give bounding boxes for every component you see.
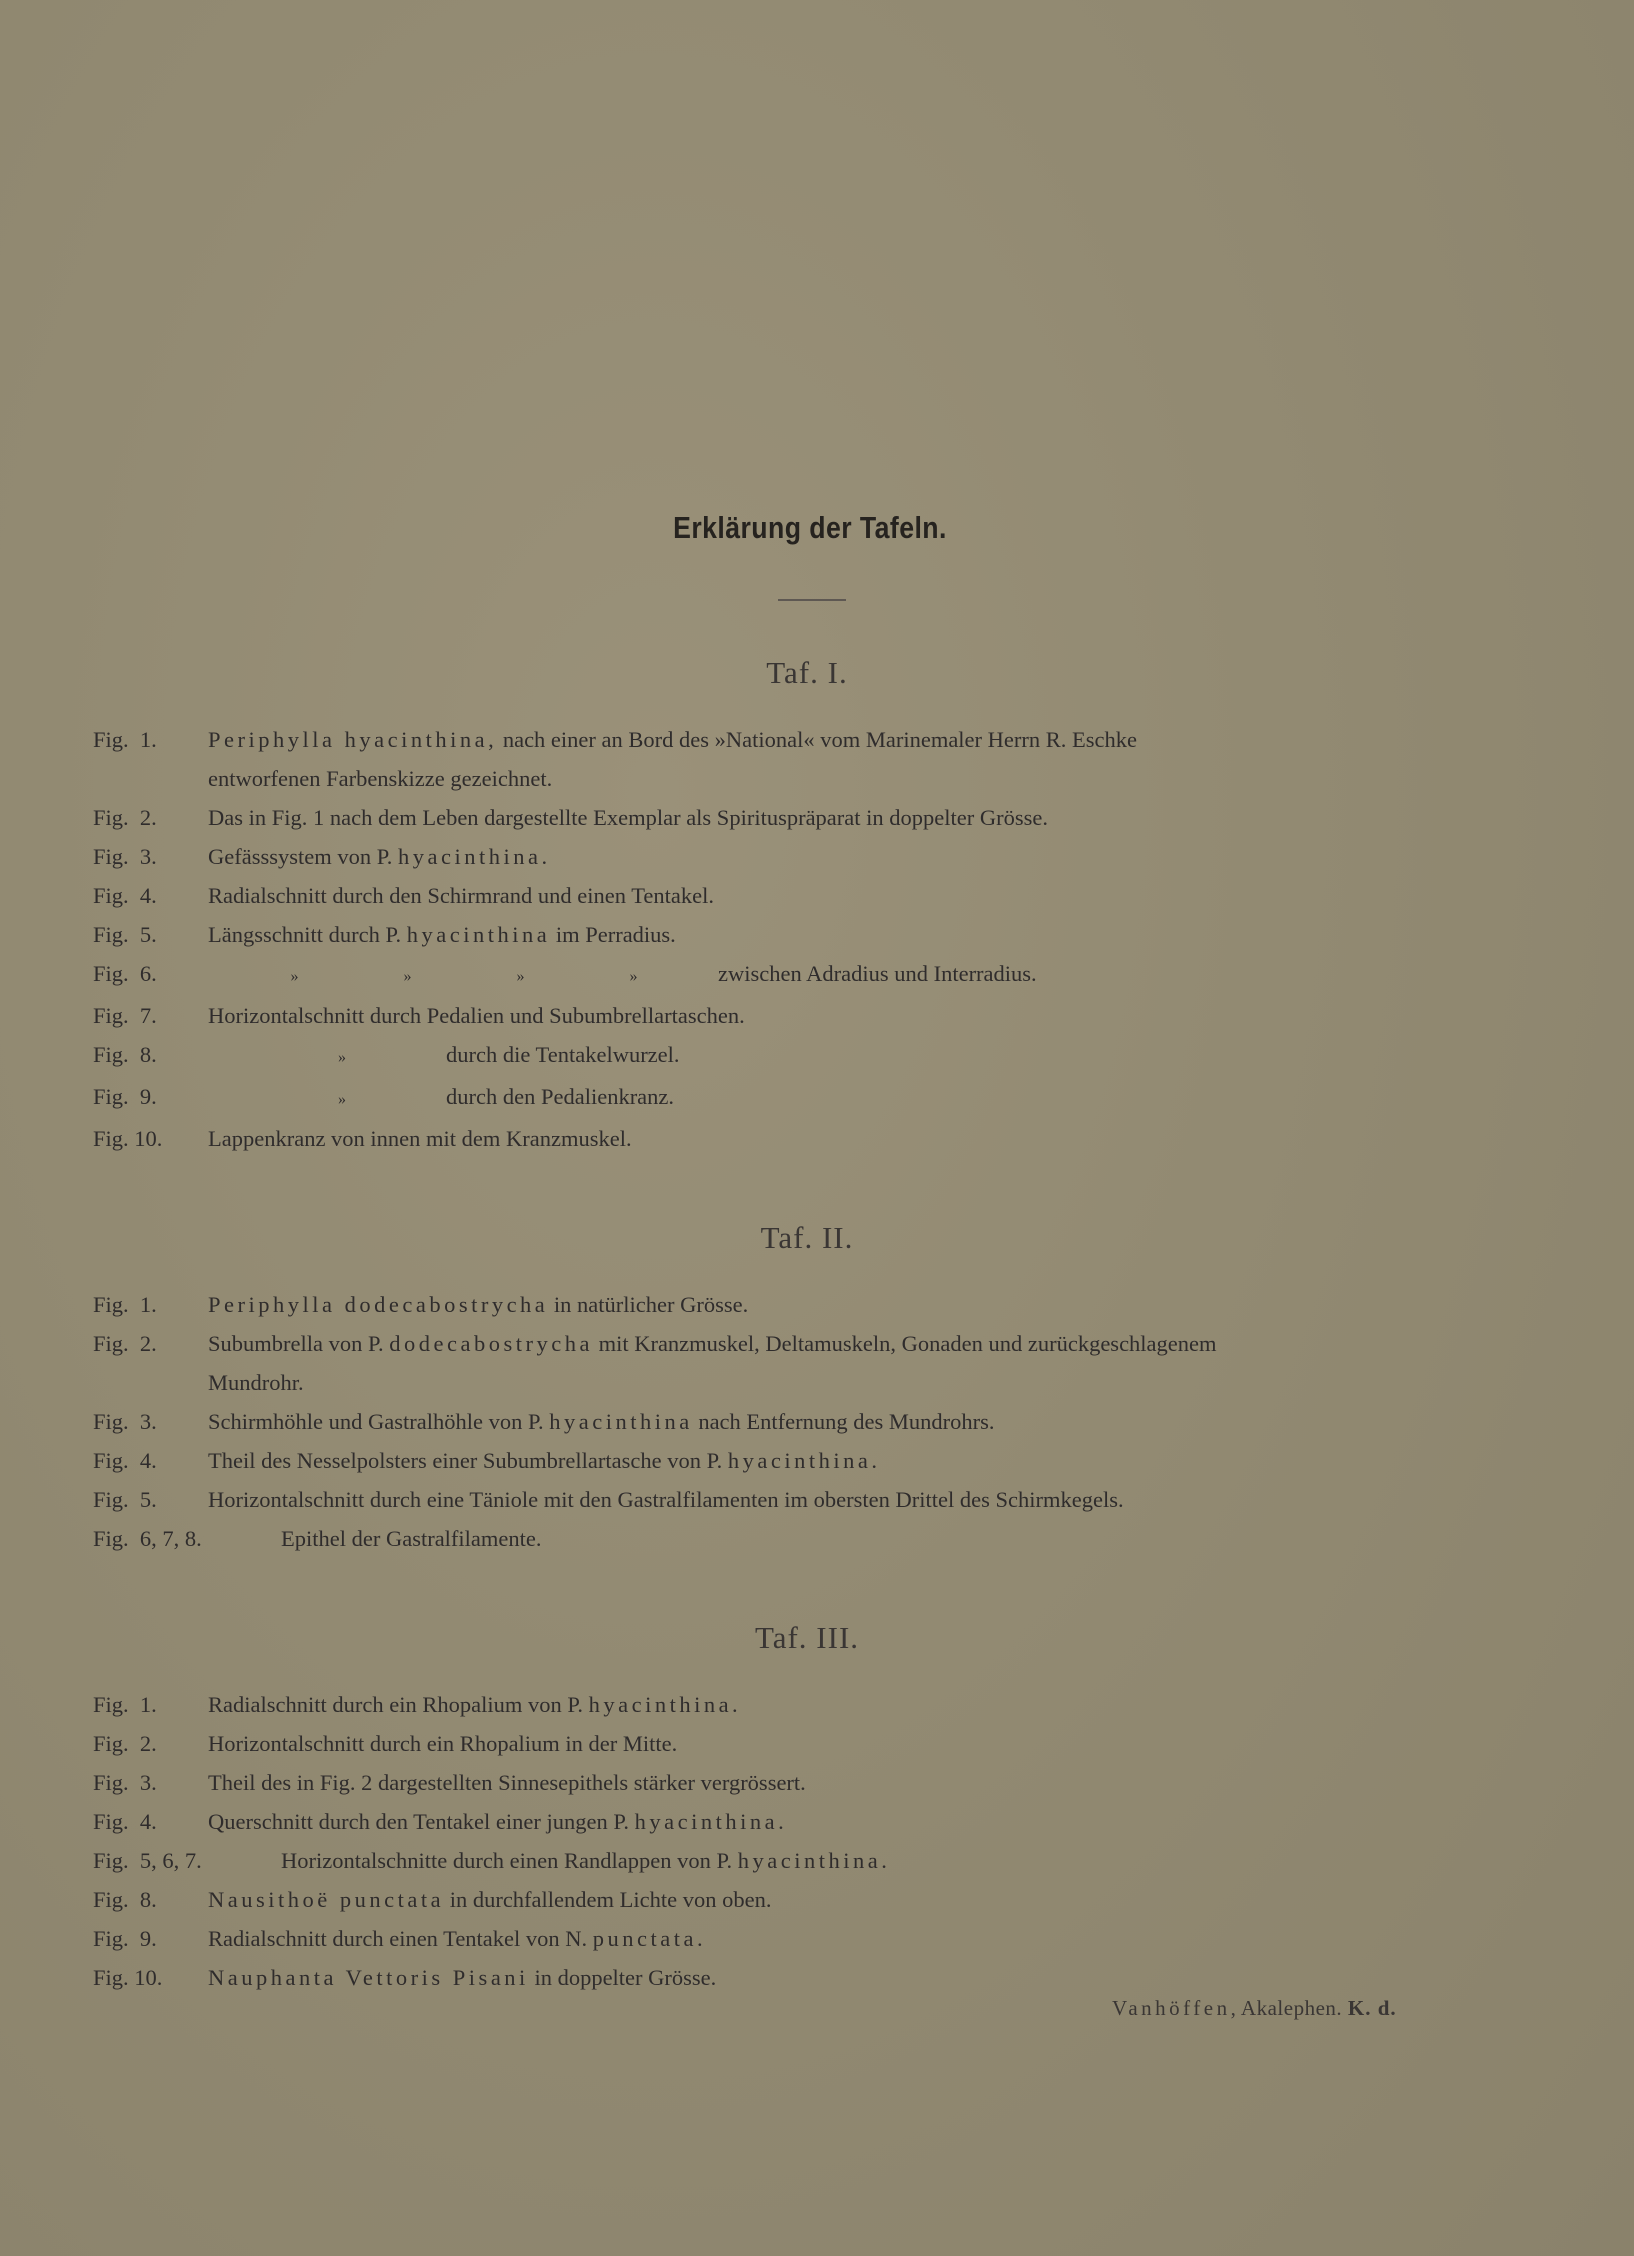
- figure-caption: [208, 1324, 1593, 1363]
- figure-caption: [208, 1802, 1593, 1841]
- figure-number: Fig. 3.: [93, 1409, 157, 1434]
- figure-number: Fig. 5.: [93, 1487, 157, 1512]
- figure-caption: [208, 1724, 1593, 1763]
- caption-tail: mit Kranzmuskel, Deltamuskeln, Gonaden und zurückgeschlagenem: [592, 1331, 1217, 1356]
- caption-tail: im Perradius.: [550, 922, 676, 947]
- caption-text: in durchfallendem Lichte von oben.: [444, 1887, 772, 1912]
- caption-text: Schirmhöhle und Gastralhöhle von P.: [208, 1409, 550, 1434]
- caption-continuation: entworfenen Farbenskizze gezeichnet.: [208, 766, 553, 791]
- figure-number: Fig. 5.: [93, 922, 157, 947]
- figure-caption: [208, 1919, 1593, 1958]
- caption-text: Das in Fig. 1 nach dem Leben dargestellte Exemplar als Spirituspräparat in doppelter Grösse.: [208, 805, 1048, 830]
- caption-text: Längsschnitt durch P.: [208, 922, 407, 947]
- figure-entry: [93, 915, 1593, 954]
- figure-number: Fig. 6.: [93, 961, 157, 986]
- caption-text: Subumbrella von P.: [208, 1331, 390, 1356]
- figure-number: Fig. 5, 6, 7.: [93, 1848, 202, 1873]
- figure-entry: [93, 837, 1593, 876]
- figure-caption: [208, 1402, 1593, 1441]
- caption-tail: nach Entfernung des Mundrohrs.: [692, 1409, 995, 1434]
- figure-entry: [93, 996, 1593, 1035]
- figure-entry: [93, 1324, 1593, 1402]
- figure-entry: [93, 876, 1593, 915]
- plate-entries: [93, 1285, 1593, 1558]
- figure-caption: [208, 1077, 1593, 1119]
- figure-number: Fig. 1.: [93, 1292, 157, 1317]
- figure-number: Fig. 2.: [93, 1331, 157, 1356]
- species-name: hyacinthina.: [737, 1848, 891, 1873]
- figure-number: Fig. 8.: [93, 1042, 157, 1067]
- figure-entry: [93, 1402, 1593, 1441]
- figure-caption: [208, 1035, 1593, 1077]
- figure-entry: [93, 1119, 1593, 1158]
- caption-text: in doppelter Grösse.: [528, 1965, 717, 1990]
- species-name: Periphylla dodecabostrycha: [208, 1292, 549, 1317]
- caption-text: durch den Pedalienkranz.: [446, 1084, 675, 1109]
- figure-number: Fig. 1.: [93, 1692, 157, 1717]
- figure-number: Fig. 4.: [93, 883, 157, 908]
- figure-entry: [93, 1802, 1593, 1841]
- caption-text: Radialschnitt durch einen Tentakel von N.: [208, 1926, 593, 1951]
- figure-caption: [208, 1685, 1593, 1724]
- caption-text: zwischen Adradius und Interradius.: [718, 961, 1037, 986]
- caption-text: Horizontalschnitt durch Pedalien und Subumbrellartaschen.: [208, 1003, 745, 1028]
- species-name: hyacinthina.: [588, 1692, 742, 1717]
- figure-number: Fig. 7.: [93, 1003, 157, 1028]
- figure-caption: [208, 1480, 1593, 1519]
- caption-text: Theil des in Fig. 2 dargestellten Sinnesepithels stärker vergrössert.: [208, 1770, 806, 1795]
- ditto-mark: »: [629, 968, 638, 985]
- figure-caption: [208, 1958, 1593, 1997]
- figure-number: Fig. 10.: [93, 1126, 163, 1151]
- figure-entry: [93, 1880, 1593, 1919]
- ditto-mark: »: [338, 1049, 346, 1066]
- caption-continuation: Mundrohr.: [208, 1370, 304, 1395]
- figure-number: Fig. 3.: [93, 844, 157, 869]
- footer-mark: K. d.: [1347, 1996, 1397, 2020]
- figure-entry: [93, 1724, 1593, 1763]
- caption-text: in natürlicher Grösse.: [548, 1292, 749, 1317]
- title-rule: [778, 599, 846, 601]
- figure-entry: [93, 1919, 1593, 1958]
- figure-entry: [93, 798, 1593, 837]
- ditto-mark: »: [403, 968, 412, 985]
- species-name: punctata.: [592, 1926, 707, 1951]
- figure-number: Fig. 9.: [93, 1926, 157, 1951]
- figure-caption: [281, 1519, 1593, 1558]
- species-name: hyacinthina.: [727, 1448, 881, 1473]
- figure-number: Fig. 10.: [93, 1965, 163, 1990]
- figure-entry: [93, 1077, 1593, 1119]
- figure-number: Fig. 8.: [93, 1887, 157, 1912]
- figure-caption: [208, 1880, 1593, 1919]
- figure-entry: [93, 954, 1593, 996]
- footer-author: Vanhöffen: [1112, 1996, 1231, 2020]
- caption-text: Lappenkranz von innen mit dem Kranzmuskel.: [208, 1126, 632, 1151]
- caption-text: nach einer an Bord des »National« vom Marinemaler Herrn R. Eschke: [497, 727, 1137, 752]
- figure-number: Fig. 2.: [93, 805, 157, 830]
- figure-number: Fig. 2.: [93, 1731, 157, 1756]
- footer-signature: [1112, 1996, 1397, 2021]
- figure-entry: [93, 1480, 1593, 1519]
- figure-caption: [281, 1841, 1593, 1880]
- figure-entry: [93, 1958, 1593, 1997]
- figure-caption: [208, 954, 1593, 996]
- figure-entry: [93, 1035, 1593, 1077]
- ditto-mark: »: [338, 1091, 346, 1108]
- caption-text: Horizontalschnitte durch einen Randlappen von P.: [281, 1848, 738, 1873]
- figure-entry: [93, 1763, 1593, 1802]
- figure-entry: [93, 1441, 1593, 1480]
- caption-text: Radialschnitt durch ein Rhopalium von P.: [208, 1692, 589, 1717]
- plate-entries: [93, 720, 1593, 1158]
- figure-number: Fig. 4.: [93, 1809, 157, 1834]
- species-name: Nausithoë punctata: [208, 1887, 445, 1912]
- caption-text: Epithel der Gastralfilamente.: [281, 1526, 542, 1551]
- figure-number: Fig. 4.: [93, 1448, 157, 1473]
- species-name: hyacinthina: [406, 922, 551, 947]
- species-name: Nauphanta Vettoris Pisani: [208, 1965, 529, 1990]
- caption-text: durch die Tentakelwurzel.: [446, 1042, 680, 1067]
- plate-heading: Taf. II.: [760, 1220, 854, 1255]
- species-name: hyacinthina.: [634, 1809, 788, 1834]
- page-title: Erklärung der Tafeln.: [673, 510, 947, 545]
- caption-text: Horizontalschnitt durch ein Rhopalium in der Mitte.: [208, 1731, 678, 1756]
- footer-text: , Akalephen.: [1230, 1996, 1343, 2020]
- species-name: hyacinthina.: [398, 844, 551, 869]
- ditto-mark: »: [290, 968, 299, 985]
- figure-number: Fig. 3.: [93, 1770, 157, 1795]
- figure-entry: [93, 1841, 1593, 1880]
- caption-text: Gefässsystem von P.: [208, 844, 398, 869]
- figure-caption: [208, 1763, 1593, 1802]
- figure-caption: [208, 1441, 1593, 1480]
- plate-heading: Taf. III.: [754, 1620, 860, 1655]
- figure-number: Fig. 6, 7, 8.: [93, 1526, 202, 1551]
- figure-entry: [93, 1285, 1593, 1324]
- caption-text: Radialschnitt durch den Schirmrand und einen Tentakel.: [208, 883, 714, 908]
- caption-text: Querschnitt durch den Tentakel einer jungen P.: [208, 1809, 635, 1834]
- plate-entries: [93, 1685, 1593, 1997]
- figure-caption: [208, 720, 1593, 759]
- figure-number: Fig. 9.: [93, 1084, 157, 1109]
- figure-number: Fig. 1.: [93, 727, 157, 752]
- species-name: dodecabostrycha: [389, 1331, 593, 1356]
- ditto-mark: »: [516, 968, 525, 985]
- species-name: Periphylla hyacinthina,: [208, 727, 498, 752]
- figure-entry: [93, 720, 1593, 798]
- caption-text: Theil des Nesselpolsters einer Subumbrellartasche von P.: [208, 1448, 728, 1473]
- figure-entry: [93, 1685, 1593, 1724]
- figure-caption: [208, 1285, 1593, 1324]
- caption-text: Horizontalschnitt durch eine Täniole mit den Gastralfilamenten im obersten Drittel des Schirmkegels.: [208, 1487, 1124, 1512]
- plate-heading: Taf. I.: [766, 655, 848, 690]
- figure-caption: [208, 876, 1593, 915]
- species-name: hyacinthina: [549, 1409, 693, 1434]
- figure-caption: [208, 915, 1593, 954]
- figure-caption: [208, 1119, 1593, 1158]
- figure-entry: [93, 1519, 1593, 1558]
- figure-caption: [208, 996, 1593, 1035]
- figure-caption: [208, 837, 1593, 876]
- figure-caption: [208, 798, 1593, 837]
